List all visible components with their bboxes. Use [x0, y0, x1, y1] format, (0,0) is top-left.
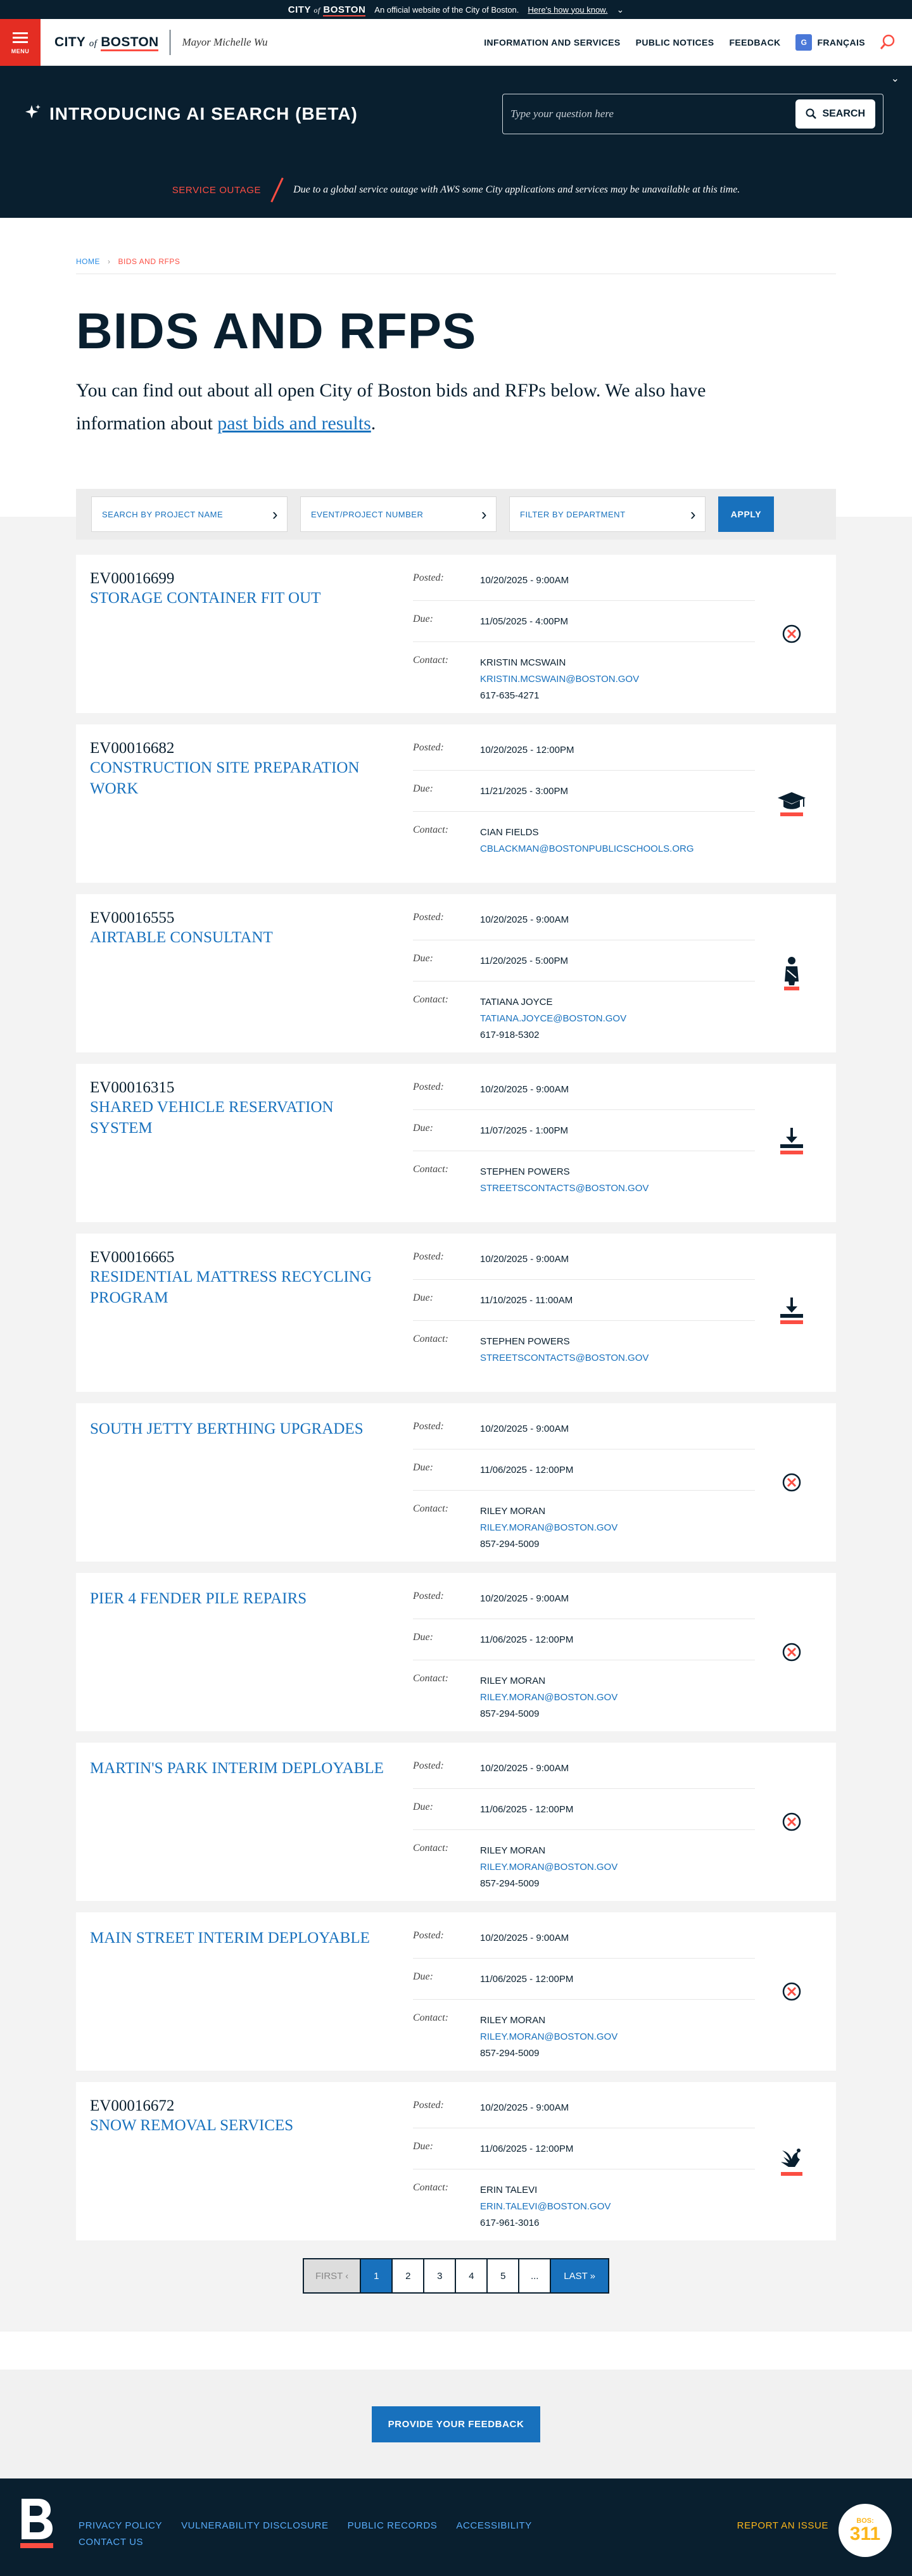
bid-due-row [413, 781, 755, 812]
chevron-right-icon: › [481, 504, 487, 524]
bid-title-link[interactable]: CONSTRUCTION SITE PREPARATION WORK [90, 759, 360, 797]
bid-contact-row [413, 822, 755, 869]
posted-label: Posted: [413, 1082, 444, 1092]
bid-posted: 10/20/2025 - 9:00AM [480, 1933, 569, 1943]
bid-title-link[interactable]: SHARED VEHICLE RESERVATION SYSTEM [90, 1099, 334, 1137]
contact-label: Contact: [413, 1673, 448, 1684]
due-label: Due: [413, 1462, 433, 1473]
bid-contact-name: RILEY MORAN [480, 2015, 546, 2026]
bid-details [413, 740, 755, 883]
contact-label: Contact: [413, 1843, 448, 1853]
bid-contact-name: ERIN TALEVI [480, 2185, 538, 2195]
translate-link[interactable] [795, 34, 865, 51]
bid-card [76, 1573, 836, 1731]
feedback-section [0, 2332, 912, 2478]
bid-card [76, 1912, 836, 2071]
bid-event-number: EV00016682 [90, 740, 175, 757]
bid-event-number: EV00016315 [90, 1079, 175, 1096]
contact-label: Contact: [413, 655, 448, 666]
bid-due: 11/05/2025 - 4:00PM [480, 616, 568, 627]
bid-details [413, 909, 755, 1052]
bid-contact-email[interactable]: KRISTIN.MCSWAIN@BOSTON.GOV [480, 674, 640, 685]
event-number-filter[interactable]: EVENT/PROJECT NUMBER › [300, 496, 497, 532]
bid-due-row [413, 1120, 755, 1151]
bid-details [413, 570, 755, 713]
bid-posted-row [413, 1588, 755, 1619]
bid-contact-block [480, 655, 639, 704]
x-circle-icon [773, 1973, 811, 2011]
bid-card [76, 555, 836, 713]
bid-heading [90, 1588, 394, 1731]
bid-due: 11/06/2025 - 12:00PM [480, 1634, 574, 1645]
bid-contact-row [413, 652, 755, 716]
bid-contact-row [413, 992, 755, 1055]
bid-details [413, 1079, 755, 1222]
hamburger-icon [13, 30, 28, 46]
x-circle-icon [773, 1803, 811, 1841]
bid-card [76, 1743, 836, 1901]
mayor-name: Mayor Michelle Wu [182, 35, 268, 48]
contact-label: Contact: [413, 824, 448, 835]
project-name-filter[interactable]: SEARCH BY PROJECT NAME › [91, 496, 288, 532]
pagination-ellipsis[interactable]: ... [519, 2258, 550, 2294]
bid-contact-block [480, 994, 626, 1044]
streets-icon [773, 1124, 811, 1162]
bid-posted-row [413, 1079, 755, 1110]
translate-icon: G [795, 34, 812, 51]
site-header [0, 19, 912, 66]
bid-card [76, 724, 836, 883]
bid-contact-email[interactable]: RILEY.MORAN@BOSTON.GOV [480, 1522, 618, 1533]
bid-due-row [413, 1290, 755, 1321]
bid-contact-block [480, 2182, 611, 2232]
chevron-down-icon[interactable]: ⌄ [890, 73, 899, 84]
footer-accessibility-link[interactable]: ACCESSIBILITY [456, 2520, 532, 2531]
bid-contact-name: RILEY MORAN [480, 1506, 546, 1517]
filter-bar [76, 489, 836, 540]
pagination-page[interactable]: 5 [487, 2258, 519, 2294]
pagination-page[interactable]: 2 [392, 2258, 424, 2294]
bid-posted: 10/20/2025 - 9:00AM [480, 1084, 569, 1095]
nav-information-services[interactable]: INFORMATION AND SERVICES [484, 37, 621, 47]
nav-feedback[interactable]: FEEDBACK [729, 37, 781, 47]
bid-contact-block [480, 1334, 649, 1367]
breadcrumb [76, 257, 836, 274]
bid-due-row [413, 950, 755, 982]
bid-posted: 10/20/2025 - 9:00AM [480, 1763, 569, 1774]
pagination [0, 2258, 912, 2294]
official-banner [0, 0, 912, 19]
service-outage-alert [0, 177, 912, 203]
due-label: Due: [413, 953, 433, 964]
footer-vulnerability-link[interactable]: VULNERABILITY DISCLOSURE [181, 2520, 329, 2531]
report-issue-link[interactable]: REPORT AN ISSUE [737, 2520, 828, 2531]
due-label: Due: [413, 614, 433, 624]
bid-card [76, 1234, 836, 1392]
bid-contact-row [413, 2180, 755, 2243]
bid-posted: 10/20/2025 - 9:00AM [480, 575, 569, 586]
footer-contact-link[interactable]: CONTACT US [79, 2537, 144, 2548]
contact-label: Contact: [413, 2182, 448, 2193]
bid-contact-block [480, 1843, 618, 1892]
city-logo[interactable]: CITY of BOSTON [54, 35, 158, 50]
bid-due: 11/10/2025 - 11:00AM [480, 1295, 573, 1306]
bid-heading [90, 740, 394, 883]
bid-title-link[interactable]: SOUTH JETTY BERTHING UPGRADES [90, 1420, 364, 1437]
bid-title-link[interactable]: STORAGE CONTAINER FIT OUT [90, 590, 321, 607]
bid-heading [90, 1249, 394, 1392]
bid-contact-name: STEPHEN POWERS [480, 1336, 570, 1347]
bid-event-number: EV00016699 [90, 570, 175, 587]
bid-contact-row [413, 1840, 755, 1904]
contact-label: Contact: [413, 2012, 448, 2023]
bid-heading [90, 570, 394, 713]
bid-details [413, 1588, 755, 1731]
site-footer [0, 2478, 912, 2576]
bid-posted: 10/20/2025 - 9:00AM [480, 1254, 569, 1265]
menu-label: MENU [11, 48, 30, 54]
how-you-know-link[interactable]: Here's how you know. [528, 4, 608, 15]
bid-contact-row [413, 1161, 755, 1208]
bid-posted-row [413, 1418, 755, 1449]
bid-title-link[interactable]: MAIN STREET INTERIM DEPLOYABLE [90, 1929, 370, 1947]
bid-heading [90, 2097, 394, 2240]
bid-contact-name: STEPHEN POWERS [480, 1166, 570, 1177]
bid-details [413, 1249, 755, 1392]
bid-due: 11/06/2025 - 12:00PM [480, 2144, 574, 2154]
streets-icon [773, 1294, 811, 1332]
outage-message: Due to a global service outage with AWS some City applications and services may be unavailable at this time. [293, 184, 740, 195]
bid-contact-email[interactable]: TATIANA.JOYCE@BOSTON.GOV [480, 1013, 627, 1024]
main-nav [484, 34, 865, 51]
bid-title-link[interactable]: AIRTABLE CONSULTANT [90, 929, 273, 946]
bid-list [0, 540, 912, 2240]
due-label: Due: [413, 1292, 433, 1303]
posted-label: Posted: [413, 1251, 444, 1262]
bid-posted: 10/20/2025 - 9:00AM [480, 1424, 569, 1434]
bid-contact-phone: 857-294-5009 [480, 1878, 540, 1889]
bid-due-row [413, 1969, 755, 2000]
bid-contact-name: RILEY MORAN [480, 1676, 546, 1686]
posted-label: Posted: [413, 1421, 444, 1432]
pagination-page[interactable]: 1 [360, 2258, 392, 2294]
bid-posted-row [413, 570, 755, 601]
footer-links [79, 2520, 532, 2531]
chevron-right-icon: › [690, 504, 696, 524]
due-label: Due: [413, 783, 433, 794]
bid-contact-block [480, 1164, 649, 1197]
bid-title-link[interactable]: MARTIN'S PARK INTERIM DEPLOYABLE [90, 1760, 384, 1777]
posted-label: Posted: [413, 1930, 444, 1941]
bid-due: 11/21/2025 - 3:00PM [480, 786, 568, 797]
bid-contact-row [413, 2010, 755, 2073]
due-label: Due: [413, 1123, 433, 1133]
official-text: An official website of the City of Boston. [374, 4, 519, 15]
bid-contact-name: TATIANA JOYCE [480, 997, 553, 1007]
bid-contact-email[interactable]: RILEY.MORAN@BOSTON.GOV [480, 1862, 618, 1872]
bid-title-link[interactable]: SNOW REMOVAL SERVICES [90, 2117, 294, 2134]
x-circle-icon [773, 615, 811, 653]
bid-posted: 10/20/2025 - 12:00PM [480, 745, 574, 755]
bid-details [413, 2097, 755, 2240]
bid-heading [90, 1928, 394, 2071]
outage-tag: SERVICE OUTAGE [172, 184, 262, 196]
person-icon [773, 954, 811, 992]
bid-due: 11/20/2025 - 5:00PM [480, 956, 568, 966]
bid-contact-email[interactable]: RILEY.MORAN@BOSTON.GOV [480, 1692, 618, 1703]
bid-card [76, 894, 836, 1052]
ai-search-banner [0, 66, 912, 218]
chevron-down-icon[interactable]: ⌄ [616, 4, 624, 15]
bid-contact-phone: 617-961-3016 [480, 2218, 540, 2228]
department-filter[interactable]: FILTER BY DEPARTMENT › [509, 496, 706, 532]
bid-contact-phone: 857-294-5009 [480, 1539, 540, 1550]
ai-search-title: INTRODUCING AI SEARCH (BETA) [24, 103, 358, 125]
bid-details [413, 1758, 755, 1901]
posted-label: Posted: [413, 742, 444, 753]
contact-label: Contact: [413, 1334, 448, 1344]
bid-details [413, 1418, 755, 1562]
outage-slash [270, 177, 283, 202]
bid-contact-block [480, 2012, 618, 2062]
ai-search-input[interactable] [510, 108, 795, 120]
due-label: Due: [413, 1802, 433, 1812]
posted-label: Posted: [413, 2100, 444, 2111]
bid-heading [90, 1418, 394, 1562]
breadcrumb-home[interactable]: HOME [76, 257, 100, 266]
pagination-page[interactable]: 4 [455, 2258, 487, 2294]
due-label: Due: [413, 1632, 433, 1643]
bid-title-link[interactable]: PIER 4 FENDER PILE REPAIRS [90, 1590, 307, 1607]
bid-contact-email[interactable]: CBLACKMAN@BOSTONPUBLICSCHOOLS.ORG [480, 843, 694, 854]
bid-contact-phone: 857-294-5009 [480, 1708, 540, 1719]
nav-public-notices[interactable]: PUBLIC NOTICES [635, 37, 714, 47]
bid-contact-phone: 857-294-5009 [480, 2048, 540, 2059]
bid-event-number: EV00016665 [90, 1249, 175, 1266]
bid-contact-name: KRISTIN MCSWAIN [480, 657, 566, 668]
bid-contact-email[interactable]: STREETSCONTACTS@BOSTON.GOV [480, 1183, 649, 1194]
bid-due-row [413, 1629, 755, 1660]
search-icon [806, 108, 817, 120]
graduation-cap-icon [773, 785, 811, 823]
breadcrumb-current: BIDS AND RFPS [118, 257, 180, 266]
bid-event-number: EV00016672 [90, 2097, 175, 2114]
bid-due-row [413, 1460, 755, 1491]
past-bids-link[interactable]: past bids and results [217, 413, 371, 434]
boston-311-badge[interactable]: BOS: 311 [839, 2504, 892, 2557]
bid-event-number: EV00016555 [90, 909, 175, 926]
bid-contact-block [480, 824, 694, 857]
posted-label: Posted: [413, 572, 444, 583]
bid-posted-row [413, 1928, 755, 1959]
pagination-last[interactable]: LAST » [550, 2258, 609, 2294]
bid-contact-phone: 617-918-5302 [480, 1030, 540, 1040]
bid-contact-phone: 617-635-4271 [480, 690, 540, 701]
eagle-icon [773, 2142, 811, 2180]
x-circle-icon [773, 1463, 811, 1501]
bid-card [76, 1064, 836, 1222]
contact-label: Contact: [413, 1164, 448, 1175]
bid-contact-block [480, 1673, 618, 1722]
bid-posted-row [413, 1758, 755, 1789]
bid-due-row [413, 611, 755, 642]
bid-due: 11/07/2025 - 1:00PM [480, 1125, 568, 1136]
sparkle-icon [24, 103, 42, 125]
bid-contact-name: RILEY MORAN [480, 1845, 546, 1856]
bid-heading [90, 1758, 394, 1901]
translate-label: FRANÇAIS [817, 37, 865, 47]
apply-button[interactable]: APPLY [718, 496, 774, 532]
bid-due-row [413, 1799, 755, 1830]
bid-due: 11/06/2025 - 12:00PM [480, 1465, 574, 1475]
provide-feedback-button[interactable]: PROVIDE YOUR FEEDBACK [372, 2406, 541, 2442]
official-brand: CITY of BOSTON [288, 4, 366, 15]
posted-label: Posted: [413, 1591, 444, 1601]
boston-b-logo-icon[interactable] [19, 2497, 54, 2548]
contact-label: Contact: [413, 994, 448, 1005]
bid-details [413, 1928, 755, 2071]
bid-posted-row [413, 909, 755, 940]
ai-search-form [502, 94, 884, 134]
bid-posted: 10/20/2025 - 9:00AM [480, 1593, 569, 1604]
bid-card [76, 2082, 836, 2240]
bid-posted-row [413, 1249, 755, 1280]
search-icon[interactable] [878, 32, 898, 53]
menu-button[interactable] [0, 19, 41, 66]
ai-search-button[interactable]: SEARCH [795, 99, 875, 129]
due-label: Due: [413, 1971, 433, 1982]
bid-contact-email[interactable]: RILEY.MORAN@BOSTON.GOV [480, 2031, 618, 2042]
page-intro [0, 218, 912, 517]
breadcrumb-separator: › [108, 257, 111, 266]
bid-heading [90, 909, 394, 1052]
posted-label: Posted: [413, 912, 444, 923]
bid-due-row [413, 2138, 755, 2169]
bid-contact-row [413, 1331, 755, 1378]
x-circle-icon [773, 1633, 811, 1671]
contact-label: Contact: [413, 1503, 448, 1514]
results-section [0, 504, 912, 2332]
bid-contact-email[interactable]: ERIN.TALEVI@BOSTON.GOV [480, 2201, 611, 2212]
due-label: Due: [413, 2141, 433, 2152]
chevron-right-icon: › [272, 504, 278, 524]
bid-posted: 10/20/2025 - 9:00AM [480, 914, 569, 925]
bid-due: 11/06/2025 - 12:00PM [480, 1804, 574, 1815]
posted-label: Posted: [413, 1760, 444, 1771]
pagination-page[interactable]: 3 [424, 2258, 455, 2294]
footer-privacy-link[interactable]: PRIVACY POLICY [79, 2520, 163, 2531]
bid-posted: 10/20/2025 - 9:00AM [480, 2102, 569, 2113]
bid-due: 11/06/2025 - 12:00PM [480, 1974, 574, 1985]
bid-posted-row [413, 2097, 755, 2128]
bid-posted-row [413, 740, 755, 771]
pagination-first[interactable]: FIRST ‹ [303, 2258, 360, 2294]
bid-contact-row [413, 1501, 755, 1564]
footer-public-records-link[interactable]: PUBLIC RECORDS [347, 2520, 438, 2531]
bid-contact-name: CIAN FIELDS [480, 827, 539, 838]
page-title: BIDS AND RFPS [76, 303, 477, 359]
bid-contact-block [480, 1503, 618, 1553]
bid-title-link[interactable]: RESIDENTIAL MATTRESS RECYCLING PROGRAM [90, 1268, 372, 1306]
page-lede: You can find out about all open City of Boston bids and RFPs below. We also have information about past bids and results. [76, 380, 706, 434]
bid-contact-row [413, 1670, 755, 1734]
bid-card [76, 1403, 836, 1562]
bid-heading [90, 1079, 394, 1222]
bid-contact-email[interactable]: STREETSCONTACTS@BOSTON.GOV [480, 1353, 649, 1363]
